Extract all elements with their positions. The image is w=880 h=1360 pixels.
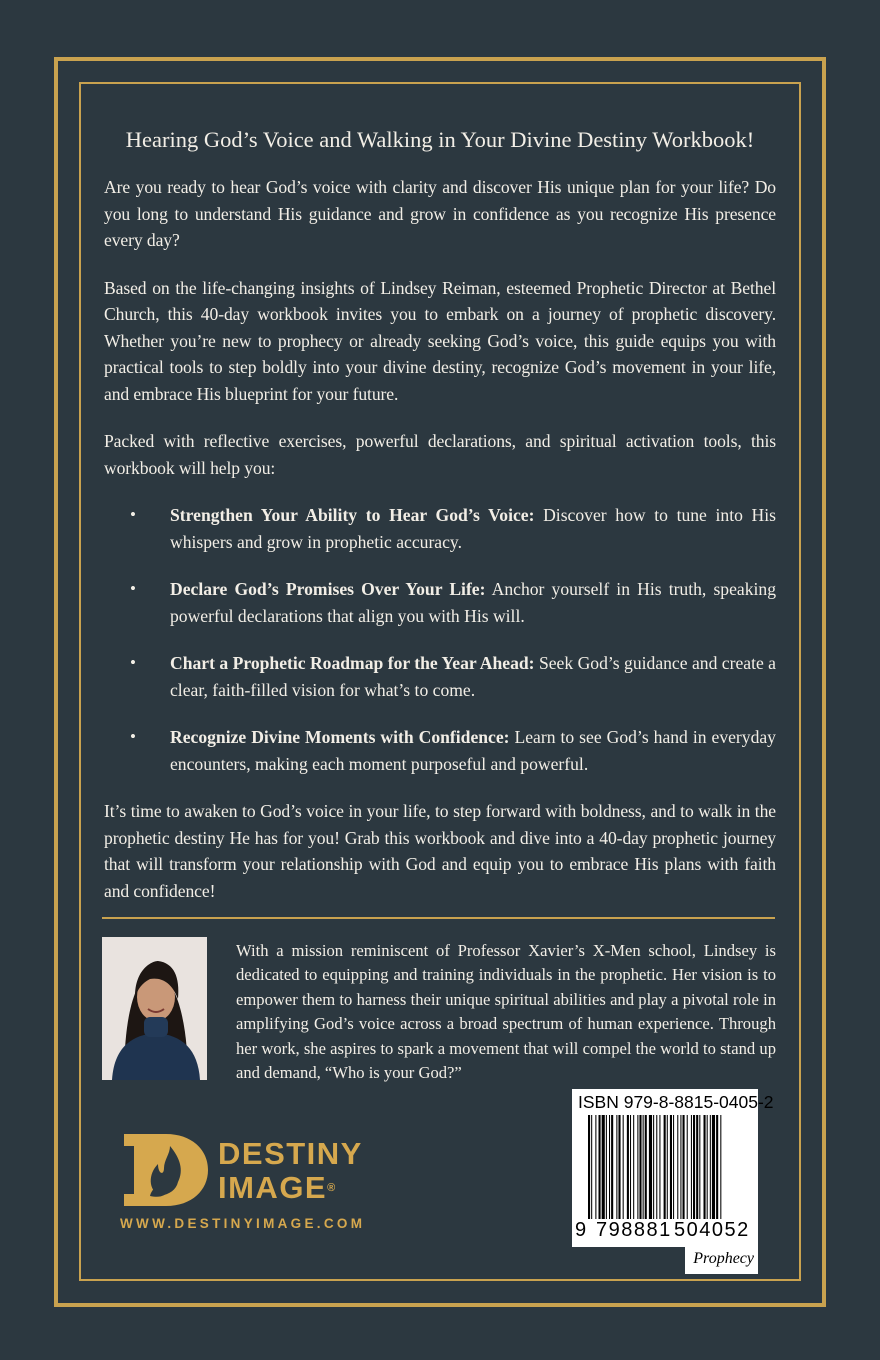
section-divider xyxy=(102,917,775,919)
category-label-box xyxy=(685,1247,758,1274)
closing-paragraph: It’s time to awaken to God’s voice in your life, to step forward with boldness, and to walk in the prophetic destiny He has for you! Grab this workbook and dive into a 40-day prophetic journey that will transform your relationship with God and equip you to embrace His plans with faith and confidence! xyxy=(104,801,776,901)
benefits-list xyxy=(104,502,776,777)
ean-digits-left: 798881 xyxy=(596,1219,672,1241)
isbn-barcode xyxy=(572,1089,774,1247)
destiny-image-d-icon xyxy=(120,1130,212,1210)
bullet-lead: Strengthen Your Ability to Hear God’s Voice: xyxy=(170,505,535,525)
list-item xyxy=(104,724,776,777)
publisher-website: WWW.DESTINYIMAGE.COM xyxy=(120,1216,366,1231)
bullet-text: Seek God’s guidance and create a clear, faith-filled vision for what’s to come. xyxy=(170,653,776,700)
isbn-number: ISBN 979-8-8815-0405-2 xyxy=(578,1092,774,1112)
list-item xyxy=(104,576,776,629)
bullet-text: Learn to see God’s hand in everyday encounters, making each moment purposeful and powerful. xyxy=(170,727,776,774)
publisher-name-line2-wrap xyxy=(218,1172,335,1204)
cover-headline: Hearing God’s Voice and Walking in Your Divine Destiny Workbook! xyxy=(125,127,755,152)
ean-digits-right: 504052 xyxy=(674,1219,750,1241)
bullet-text: Anchor yourself in His truth, speaking powerful declarations that align you with His will. xyxy=(170,579,776,626)
publisher-name-line2: IMAGE xyxy=(218,1170,328,1205)
bullet-dot-icon: • xyxy=(130,653,136,672)
author-photo xyxy=(102,937,207,1080)
author-portrait-icon xyxy=(102,937,207,1080)
list-item xyxy=(104,650,776,703)
bullet-lead: Recognize Divine Moments with Confidence: xyxy=(170,727,510,747)
publisher-name-line1: DESTINY xyxy=(218,1136,363,1171)
bullet-lead: Declare God’s Promises Over Your Life: xyxy=(170,579,486,599)
registered-mark: ® xyxy=(327,1182,336,1194)
bullet-text: Discover how to tune into His whispers and grow in prophetic accuracy. xyxy=(170,505,776,552)
bullet-dot-icon: • xyxy=(130,505,136,524)
description-paragraph: Based on the life-changing insights of Lindsey Reiman, esteemed Prophetic Director at Bethel Church, this 40-day workbook invites you to embark on a journey of prophetic discovery. Whether you’re new to prophecy or already seeking God’s voice, this guide equips you with practical tools to step boldly into your divine destiny, recognize God’s movement in your life, and embrace His blueprint for your future. xyxy=(104,277,776,404)
list-item xyxy=(104,502,776,555)
bullet-dot-icon: • xyxy=(130,727,136,746)
barcode-bars-icon xyxy=(588,1115,750,1219)
author-bio: With a mission reminiscent of Professor Xavier’s X-Men school, Lindsey is dedicated to equipping and training individuals in the prophetic. Her vision is to empower them to harness their unique spiritual abilities and play a pivotal role in amplifying God’s voice across a broad spectrum of human experience. Through her work, she aspires to spark a movement that will compel the world to stand up and demand, “Who is your God?” xyxy=(236,941,776,1083)
bullet-dot-icon: • xyxy=(130,579,136,598)
back-cover-copy xyxy=(104,120,776,925)
help-you-paragraph: Packed with reflective exercises, powerful declarations, and spiritual activation tools, this workbook will help you: xyxy=(104,431,776,478)
book-category: Prophecy xyxy=(693,1250,754,1267)
intro-paragraph: Are you ready to hear God’s voice with clarity and discover His unique plan for your life? Do you long to understand His guidance and grow in confidence as you recognize His presence every day? xyxy=(104,177,776,250)
bullet-lead: Chart a Prophetic Roadmap for the Year Ahead: xyxy=(170,653,535,673)
ean-digit-prefix: 9 xyxy=(575,1219,587,1241)
publisher-logo xyxy=(120,1130,380,1240)
